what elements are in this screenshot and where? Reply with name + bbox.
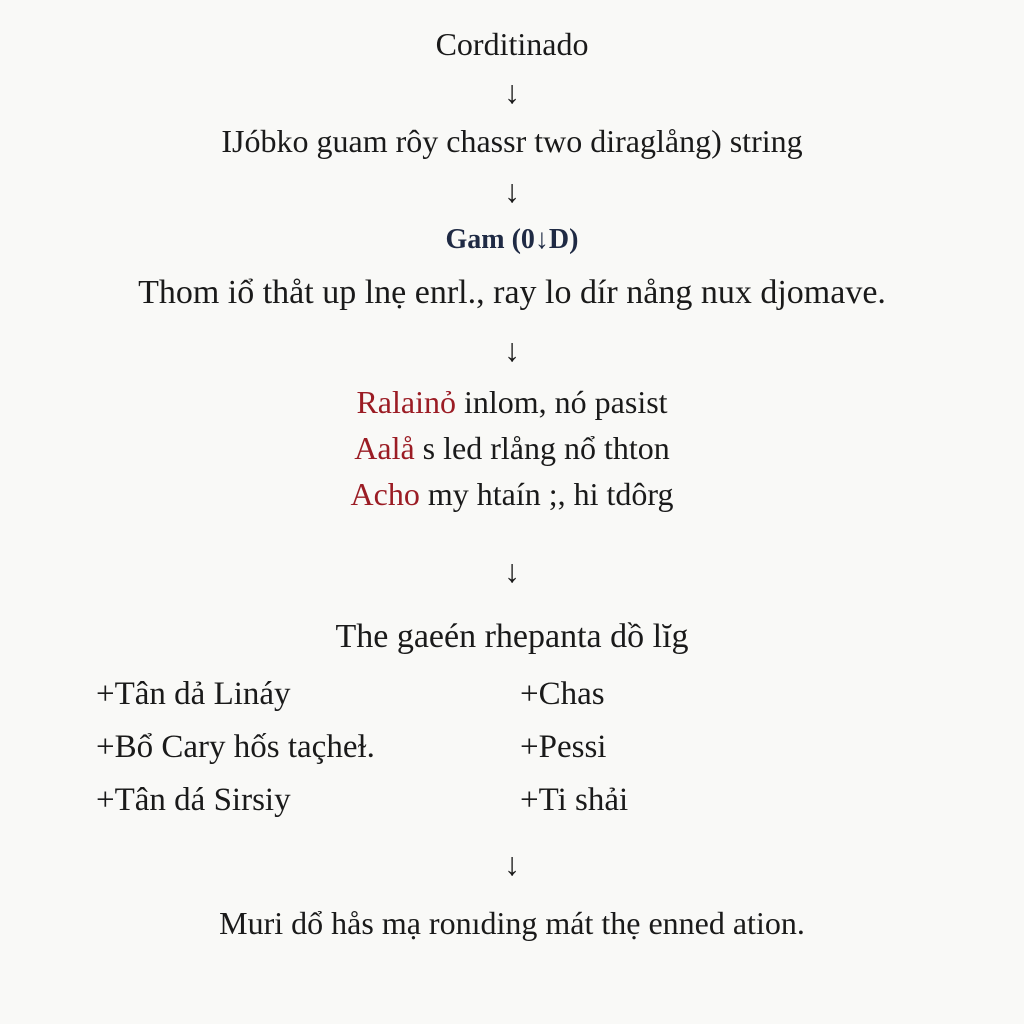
right-item-list — [520, 678, 628, 837]
step-four-line — [0, 432, 1024, 478]
step-four-line-lead: Ralainỏ — [356, 384, 456, 420]
step-four-line-lead: Acho — [350, 476, 420, 512]
step-four-block — [0, 386, 1024, 524]
step-four-line — [0, 478, 1024, 524]
down-arrow-icon: ↓ — [504, 173, 520, 209]
step-four-line-rest: s led rlång nổ thton — [414, 430, 670, 466]
list-item: +Tân dả Lináy — [96, 676, 291, 712]
left-item-list — [96, 678, 375, 837]
step-start: Corditinado — [435, 26, 589, 62]
down-arrow-icon: ↓ — [504, 332, 520, 368]
step-final: Muri dổ hås mạ ronıding mát thẹ enned ation. — [219, 905, 805, 941]
step-four-line — [0, 386, 1024, 432]
list-item: +Chas — [520, 676, 605, 712]
list-item: +Tân dá Sirsiy — [96, 782, 291, 818]
down-arrow-icon: ↓ — [504, 553, 520, 589]
step-four-line-lead: Aalå — [354, 430, 415, 466]
step-four-line-rest: my htaín ;, hi tdôrg — [419, 476, 674, 512]
down-arrow-icon: ↓ — [504, 74, 520, 110]
step-two: IJóbko guam rôy chassr two diraglång) string — [221, 123, 803, 159]
step-three-label: Gam (0↓D) — [445, 224, 579, 255]
step-four-line-rest: inlom, nó pasist — [455, 384, 668, 420]
step-five-title: The gaeén rhepanta dồ lĭg — [335, 618, 689, 655]
list-item: +Bổ Cary hốs taçheɫ. — [96, 729, 375, 765]
step-three-text: Thom iổ thåt up lnẹ enrl., ray lo dír nång nux djomave. — [138, 274, 886, 311]
list-item: +Pessi — [520, 729, 607, 765]
down-arrow-icon: ↓ — [504, 846, 520, 882]
list-item: +Ti shải — [520, 782, 629, 818]
